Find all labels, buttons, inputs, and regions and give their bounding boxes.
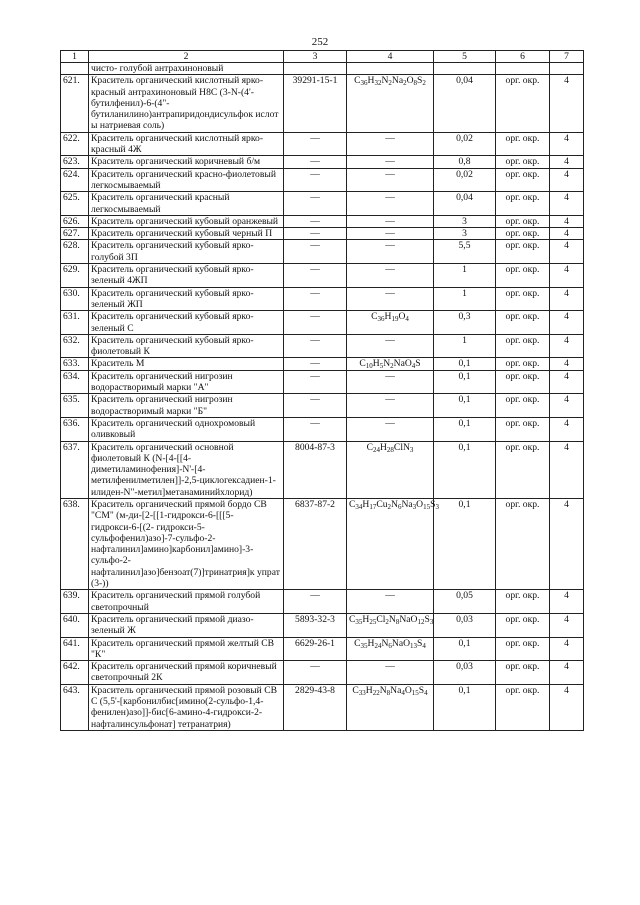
limit-value: 0,02 bbox=[434, 168, 496, 192]
classification: орг. окр. bbox=[496, 684, 550, 730]
substance-name: Краситель органический прямой бордо СВ "СМ" (м-ди-[2-[[1-гидрокси-6-[[[5-гидрокси-6-[(2- гидрокси-5-сульфофенил)азо]-7-сульфо-2-нафталинил]амино]карбонил]амино]-3-сульфо-2-нафталинил]азо]бензоат(7)]тринатрия]к упрат (3-)) bbox=[89, 498, 284, 589]
substances-table bbox=[60, 50, 584, 731]
row-number: 638. bbox=[61, 498, 89, 589]
formula-element: NaO bbox=[391, 637, 411, 649]
formula-element: H bbox=[367, 75, 375, 87]
formula-subscript: 3 bbox=[435, 502, 439, 511]
row-number: 640. bbox=[61, 613, 89, 637]
hazard-class: 4 bbox=[550, 264, 584, 288]
hazard-class: 4 bbox=[550, 240, 584, 264]
limit-value: 0,04 bbox=[434, 192, 496, 216]
formula-subscript: 8 bbox=[413, 79, 418, 88]
cas-number: 39291-15-1 bbox=[284, 75, 347, 132]
hazard-class: 4 bbox=[550, 637, 584, 661]
limit-value: 0,1 bbox=[434, 441, 496, 498]
formula-element: N bbox=[381, 637, 389, 649]
substance-name: Краситель органический кубовый оранжевый bbox=[89, 215, 284, 227]
formula-subscript: 2 bbox=[385, 617, 389, 626]
formula-subscript: 28 bbox=[386, 445, 394, 454]
formula-element: S bbox=[424, 613, 430, 625]
formula-subscript: 2 bbox=[387, 502, 392, 511]
limit-value: 0,3 bbox=[434, 311, 496, 335]
table-row bbox=[61, 311, 584, 335]
cas-number: — bbox=[284, 394, 347, 418]
classification: орг. окр. bbox=[496, 613, 550, 637]
formula-subscript: 4 bbox=[422, 641, 426, 650]
formula-subscript: 6 bbox=[397, 502, 402, 511]
chemical-formula: — bbox=[347, 132, 434, 156]
formula-element: Cu bbox=[376, 498, 388, 510]
formula-subscript: 15 bbox=[423, 502, 431, 511]
row-number: 627. bbox=[61, 228, 89, 240]
substance-name: Краситель органический однохромовый оливковый bbox=[89, 417, 284, 441]
cas-number: — bbox=[284, 661, 347, 685]
table-row bbox=[61, 75, 584, 132]
hazard-class: 4 bbox=[550, 441, 584, 498]
formula-subscript: 36 bbox=[377, 315, 385, 324]
row-number: 639. bbox=[61, 590, 89, 614]
limit-value: 0,1 bbox=[434, 358, 496, 370]
table-row bbox=[61, 498, 584, 589]
row-number: 634. bbox=[61, 370, 89, 394]
table-row bbox=[61, 661, 584, 685]
hazard-class: 4 bbox=[550, 394, 584, 418]
classification: орг. окр. bbox=[496, 240, 550, 264]
table-row bbox=[61, 168, 584, 192]
header-row bbox=[61, 51, 584, 63]
formula-subscript: 24 bbox=[374, 641, 382, 650]
formula-element: C bbox=[349, 613, 356, 625]
substance-name: Краситель органический нигрозин водорастворимый марки "Б" bbox=[89, 394, 284, 418]
row-number: 642. bbox=[61, 661, 89, 685]
cas-number: — bbox=[284, 590, 347, 614]
substance-name: чисто- голубой антрахиноновый bbox=[89, 63, 284, 75]
substance-name: Краситель органический кубовый ярко-голубой 3П bbox=[89, 240, 284, 264]
classification: орг. окр. bbox=[496, 417, 550, 441]
formula-subscript: 3 bbox=[409, 445, 414, 454]
table-row bbox=[61, 215, 584, 227]
table-row bbox=[61, 441, 584, 498]
table-row bbox=[61, 132, 584, 156]
hazard-class: 4 bbox=[550, 358, 584, 370]
formula-element: C bbox=[366, 441, 373, 453]
formula-subscript: 2 bbox=[403, 79, 407, 88]
formula-element: C bbox=[349, 498, 356, 510]
substance-name: Краситель органический прямой желтый СВ "К" bbox=[89, 637, 284, 661]
formula-subscript: 6 bbox=[388, 641, 392, 650]
classification: орг. окр. bbox=[496, 590, 550, 614]
substance-name: Краситель органический кислотный ярко- красный 4Ж bbox=[89, 132, 284, 156]
hazard-class: 4 bbox=[550, 132, 584, 156]
formula-subscript: 8 bbox=[395, 617, 400, 626]
chemical-formula: — bbox=[347, 590, 434, 614]
table-row bbox=[61, 228, 584, 240]
formula-subscript: 4 bbox=[405, 315, 409, 324]
formula-subscript: 15 bbox=[411, 688, 419, 697]
table-row bbox=[61, 417, 584, 441]
formula-element: H bbox=[367, 637, 375, 649]
classification: орг. окр. bbox=[496, 215, 550, 227]
chemical-formula: — bbox=[347, 661, 434, 685]
formula-subscript: 22 bbox=[372, 688, 380, 697]
classification: орг. окр. bbox=[496, 441, 550, 498]
row-number: 630. bbox=[61, 287, 89, 311]
formula-element: S bbox=[430, 498, 436, 510]
limit-value: 0,03 bbox=[434, 661, 496, 685]
hazard-class: 4 bbox=[550, 215, 584, 227]
formula-element: N bbox=[383, 358, 391, 370]
limit-value: 0,1 bbox=[434, 417, 496, 441]
substance-name: Краситель органический красный легкосмываемый bbox=[89, 192, 284, 216]
cas-number: — bbox=[284, 264, 347, 288]
formula-element: Na bbox=[390, 684, 402, 696]
chemical-formula: — bbox=[347, 240, 434, 264]
limit-value: 0,1 bbox=[434, 394, 496, 418]
formula-subscript: 35 bbox=[360, 641, 368, 650]
chemical-formula: — bbox=[347, 287, 434, 311]
cas-number: 6629-26-1 bbox=[284, 637, 347, 661]
limit-value: 0,02 bbox=[434, 132, 496, 156]
classification: орг. окр. bbox=[496, 192, 550, 216]
formula-element: Cl bbox=[376, 613, 386, 625]
formula-element: N bbox=[391, 498, 398, 510]
limit-value: 3 bbox=[434, 228, 496, 240]
table-row bbox=[61, 334, 584, 358]
formula-subscript: 3 bbox=[412, 502, 417, 511]
chemical-formula bbox=[347, 75, 434, 132]
formula-element: C bbox=[359, 358, 366, 370]
row-number: 623. bbox=[61, 156, 89, 168]
substance-name: Краситель органический кубовый ярко-зеленый ЖП bbox=[89, 287, 284, 311]
limit-value: 1 bbox=[434, 287, 496, 311]
column-header: 3 bbox=[284, 51, 347, 63]
row-number: 641. bbox=[61, 637, 89, 661]
formula-element: C bbox=[354, 75, 361, 87]
formula-element: H bbox=[379, 441, 387, 453]
formula-element: S bbox=[418, 684, 425, 696]
table-row bbox=[61, 287, 584, 311]
row-number: 636. bbox=[61, 417, 89, 441]
formula-subscript: 8 bbox=[386, 688, 391, 697]
hazard-class: 4 bbox=[550, 156, 584, 168]
formula-element: S bbox=[417, 75, 423, 87]
chemical-formula bbox=[347, 358, 434, 370]
formula-element: S bbox=[417, 637, 423, 649]
formula-subscript: 12 bbox=[417, 617, 425, 626]
formula-subscript: 4 bbox=[411, 362, 416, 371]
chemical-formula: — bbox=[347, 228, 434, 240]
classification: орг. окр. bbox=[496, 264, 550, 288]
chemical-formula bbox=[347, 441, 434, 498]
row-number: 625. bbox=[61, 192, 89, 216]
row-number: 637. bbox=[61, 441, 89, 498]
formula-element: O bbox=[404, 684, 412, 696]
cas-number: — bbox=[284, 132, 347, 156]
cas-number: — bbox=[284, 240, 347, 264]
hazard-class: 4 bbox=[550, 498, 584, 589]
hazard-class: 4 bbox=[550, 417, 584, 441]
cas-number: 8004-87-3 bbox=[284, 441, 347, 498]
table-row bbox=[61, 240, 584, 264]
substance-name: Краситель органический коричневый б/м bbox=[89, 156, 284, 168]
hazard-class: 4 bbox=[550, 370, 584, 394]
formula-subscript: 4 bbox=[424, 688, 428, 697]
formula-subscript: 2 bbox=[390, 362, 394, 371]
classification: орг. окр. bbox=[496, 498, 550, 589]
row-number: 622. bbox=[61, 132, 89, 156]
row-number: 633. bbox=[61, 358, 89, 370]
formula-subscript: 19 bbox=[391, 315, 399, 324]
formula-subscript: 36 bbox=[360, 79, 368, 88]
formula-element: H bbox=[362, 613, 370, 625]
table-row bbox=[61, 590, 584, 614]
classification: орг. окр. bbox=[496, 637, 550, 661]
cas-number: — bbox=[284, 334, 347, 358]
classification: орг. окр. bbox=[496, 661, 550, 685]
formula-element: Na bbox=[401, 498, 413, 510]
cas-number: — bbox=[284, 417, 347, 441]
classification: орг. окр. bbox=[496, 394, 550, 418]
substance-name: Краситель органический кубовый черный П bbox=[89, 228, 284, 240]
hazard-class: 4 bbox=[550, 192, 584, 216]
column-header: 1 bbox=[61, 51, 89, 63]
hazard-class: 4 bbox=[550, 311, 584, 335]
substance-name: Краситель органический прямой коричневый светопрочный 2К bbox=[89, 661, 284, 685]
cas-number: — bbox=[284, 311, 347, 335]
hazard-class: 4 bbox=[550, 613, 584, 637]
formula-element: H bbox=[372, 358, 380, 370]
formula-element: Na bbox=[391, 75, 404, 87]
formula-subscript: 24 bbox=[372, 445, 380, 454]
continuation-row bbox=[61, 63, 584, 75]
limit-value: 1 bbox=[434, 264, 496, 288]
substance-name: Краситель органический кубовый ярко-зеленый С bbox=[89, 311, 284, 335]
table-row bbox=[61, 613, 584, 637]
substance-name: Краситель органический нигрозин водорастворимый марки "А" bbox=[89, 370, 284, 394]
row-number: 632. bbox=[61, 334, 89, 358]
hazard-class: 4 bbox=[550, 75, 584, 132]
substance-name: Краситель органический кубовый ярко-фиолетовый К bbox=[89, 334, 284, 358]
formula-element: C bbox=[354, 637, 361, 649]
limit-value: 0,04 bbox=[434, 75, 496, 132]
column-header: 2 bbox=[89, 51, 284, 63]
classification: орг. окр. bbox=[496, 156, 550, 168]
substance-name: Краситель органический кислотный ярко- красный антрахиноновый Н8С (3-N-(4'-бутилфенил)-6-(4"-бутиланилино)антрапиридондисульфок ислот ы натриевая соль) bbox=[89, 75, 284, 132]
chemical-formula: — bbox=[347, 370, 434, 394]
cas-number: 5893-32-3 bbox=[284, 613, 347, 637]
formula-element: NaO bbox=[399, 613, 418, 625]
classification: орг. окр. bbox=[496, 228, 550, 240]
classification: орг. окр. bbox=[496, 358, 550, 370]
column-header: 5 bbox=[434, 51, 496, 63]
row-number: 624. bbox=[61, 168, 89, 192]
formula-subscript: 2 bbox=[422, 79, 426, 88]
row-number: 635. bbox=[61, 394, 89, 418]
chemical-formula: — bbox=[347, 334, 434, 358]
chemical-formula: — bbox=[347, 264, 434, 288]
row-number: 629. bbox=[61, 264, 89, 288]
limit-value: 3 bbox=[434, 215, 496, 227]
formula-subscript: 34 bbox=[355, 502, 363, 511]
classification: орг. окр. bbox=[496, 132, 550, 156]
column-header: 4 bbox=[347, 51, 434, 63]
formula-element: N bbox=[381, 75, 389, 87]
formula-element: S bbox=[415, 358, 421, 370]
formula-subscript: 33 bbox=[358, 688, 366, 697]
formula-element: N bbox=[388, 613, 396, 625]
formula-subscript: 35 bbox=[355, 617, 363, 626]
hazard-class: 4 bbox=[550, 590, 584, 614]
chemical-formula: — bbox=[347, 215, 434, 227]
column-header: 7 bbox=[550, 51, 584, 63]
table-row bbox=[61, 264, 584, 288]
substance-name: Краситель органический прямой диазо-зеленый Ж bbox=[89, 613, 284, 637]
chemical-formula bbox=[347, 311, 434, 335]
limit-value: 0,03 bbox=[434, 613, 496, 637]
formula-subscript: 3 bbox=[429, 617, 434, 626]
cas-number: — bbox=[284, 192, 347, 216]
cas-number: — bbox=[284, 228, 347, 240]
formula-subscript: 32 bbox=[374, 79, 382, 88]
formula-element: H bbox=[365, 684, 373, 696]
cas-number: — bbox=[284, 215, 347, 227]
classification: орг. окр. bbox=[496, 75, 550, 132]
hazard-class: 4 bbox=[550, 287, 584, 311]
table-row bbox=[61, 370, 584, 394]
table-row bbox=[61, 156, 584, 168]
formula-element: N bbox=[379, 684, 387, 696]
formula-subscript: 13 bbox=[410, 641, 418, 650]
formula-element: C bbox=[371, 311, 378, 323]
chemical-formula: — bbox=[347, 156, 434, 168]
limit-value: 0,1 bbox=[434, 637, 496, 661]
formula-subscript: 17 bbox=[369, 502, 377, 511]
table-row bbox=[61, 192, 584, 216]
table-row bbox=[61, 684, 584, 730]
chemical-formula bbox=[347, 613, 434, 637]
substance-name: Краситель органический красно-фиолетовый легкосмываемый bbox=[89, 168, 284, 192]
formula-subscript: 2 bbox=[388, 79, 392, 88]
column-header: 6 bbox=[496, 51, 550, 63]
cas-number: — bbox=[284, 156, 347, 168]
limit-value: 0,8 bbox=[434, 156, 496, 168]
formula-element: ClN bbox=[393, 441, 410, 453]
table-row bbox=[61, 637, 584, 661]
row-number: 643. bbox=[61, 684, 89, 730]
limit-value: 0,1 bbox=[434, 370, 496, 394]
chemical-formula: — bbox=[347, 168, 434, 192]
formula-element: H bbox=[384, 311, 392, 323]
substance-name: Краситель органический прямой розовый СВ С (5,5'-[карбонилбис[имино(2-сульфо-1,4-фенилен)азо]]-бис[6-амино-4-гидрокси-2- нафталинсульфонат] тетранатрия) bbox=[89, 684, 284, 730]
row-number: 628. bbox=[61, 240, 89, 264]
formula-element: O bbox=[406, 75, 414, 87]
hazard-class: 4 bbox=[550, 661, 584, 685]
row-number: 626. bbox=[61, 215, 89, 227]
page-number: 252 bbox=[311, 36, 329, 48]
chemical-formula: — bbox=[347, 192, 434, 216]
chemical-formula: — bbox=[347, 417, 434, 441]
formula-element: O bbox=[416, 498, 424, 510]
formula-subscript: 4 bbox=[401, 688, 405, 697]
hazard-class: 4 bbox=[550, 228, 584, 240]
cas-number: 2829-43-8 bbox=[284, 684, 347, 730]
table-row bbox=[61, 358, 584, 370]
classification: орг. окр. bbox=[496, 311, 550, 335]
limit-value: 5,5 bbox=[434, 240, 496, 264]
hazard-class: 4 bbox=[550, 168, 584, 192]
row-number: 621. bbox=[61, 75, 89, 132]
substance-name: Краситель М bbox=[89, 358, 284, 370]
limit-value: 0,05 bbox=[434, 590, 496, 614]
cas-number: — bbox=[284, 370, 347, 394]
chemical-formula bbox=[347, 498, 439, 589]
cas-number: 6837-87-2 bbox=[284, 498, 347, 589]
substance-name: Краситель органический основной фиолетовый К (N-[4-[[4-диметиламинофения]-N'-[4-метилфенилметилен]]-2,5-циклогексадиен-1- илиден-N"-метил]метанаминийхлорид) bbox=[89, 441, 284, 498]
cas-number: — bbox=[284, 358, 347, 370]
formula-subscript: 10 bbox=[365, 362, 373, 371]
classification: орг. окр. bbox=[496, 168, 550, 192]
cas-number: — bbox=[284, 287, 347, 311]
hazard-class: 4 bbox=[550, 334, 584, 358]
formula-element: O bbox=[398, 311, 406, 323]
formula-subscript: 25 bbox=[369, 617, 377, 626]
formula-element: NaO bbox=[393, 358, 412, 370]
classification: орг. окр. bbox=[496, 287, 550, 311]
limit-value: 0,1 bbox=[434, 684, 496, 730]
substance-name: Краситель органический прямой голубой светопрочный bbox=[89, 590, 284, 614]
limit-value: 0,1 bbox=[434, 498, 496, 589]
formula-subscript: 5 bbox=[379, 362, 384, 371]
formula-element: H bbox=[362, 498, 370, 510]
cas-number: — bbox=[284, 168, 347, 192]
formula-element: C bbox=[352, 684, 359, 696]
substance-name: Краситель органический кубовый ярко-зеленый 4ЖП bbox=[89, 264, 284, 288]
limit-value: 1 bbox=[434, 334, 496, 358]
chemical-formula bbox=[347, 637, 434, 661]
row-number bbox=[61, 63, 89, 75]
classification: орг. окр. bbox=[496, 334, 550, 358]
row-number: 631. bbox=[61, 311, 89, 335]
chemical-formula bbox=[347, 684, 434, 730]
classification: орг. окр. bbox=[496, 370, 550, 394]
chemical-formula: — bbox=[347, 394, 434, 418]
hazard-class: 4 bbox=[550, 684, 584, 730]
table-row bbox=[61, 394, 584, 418]
